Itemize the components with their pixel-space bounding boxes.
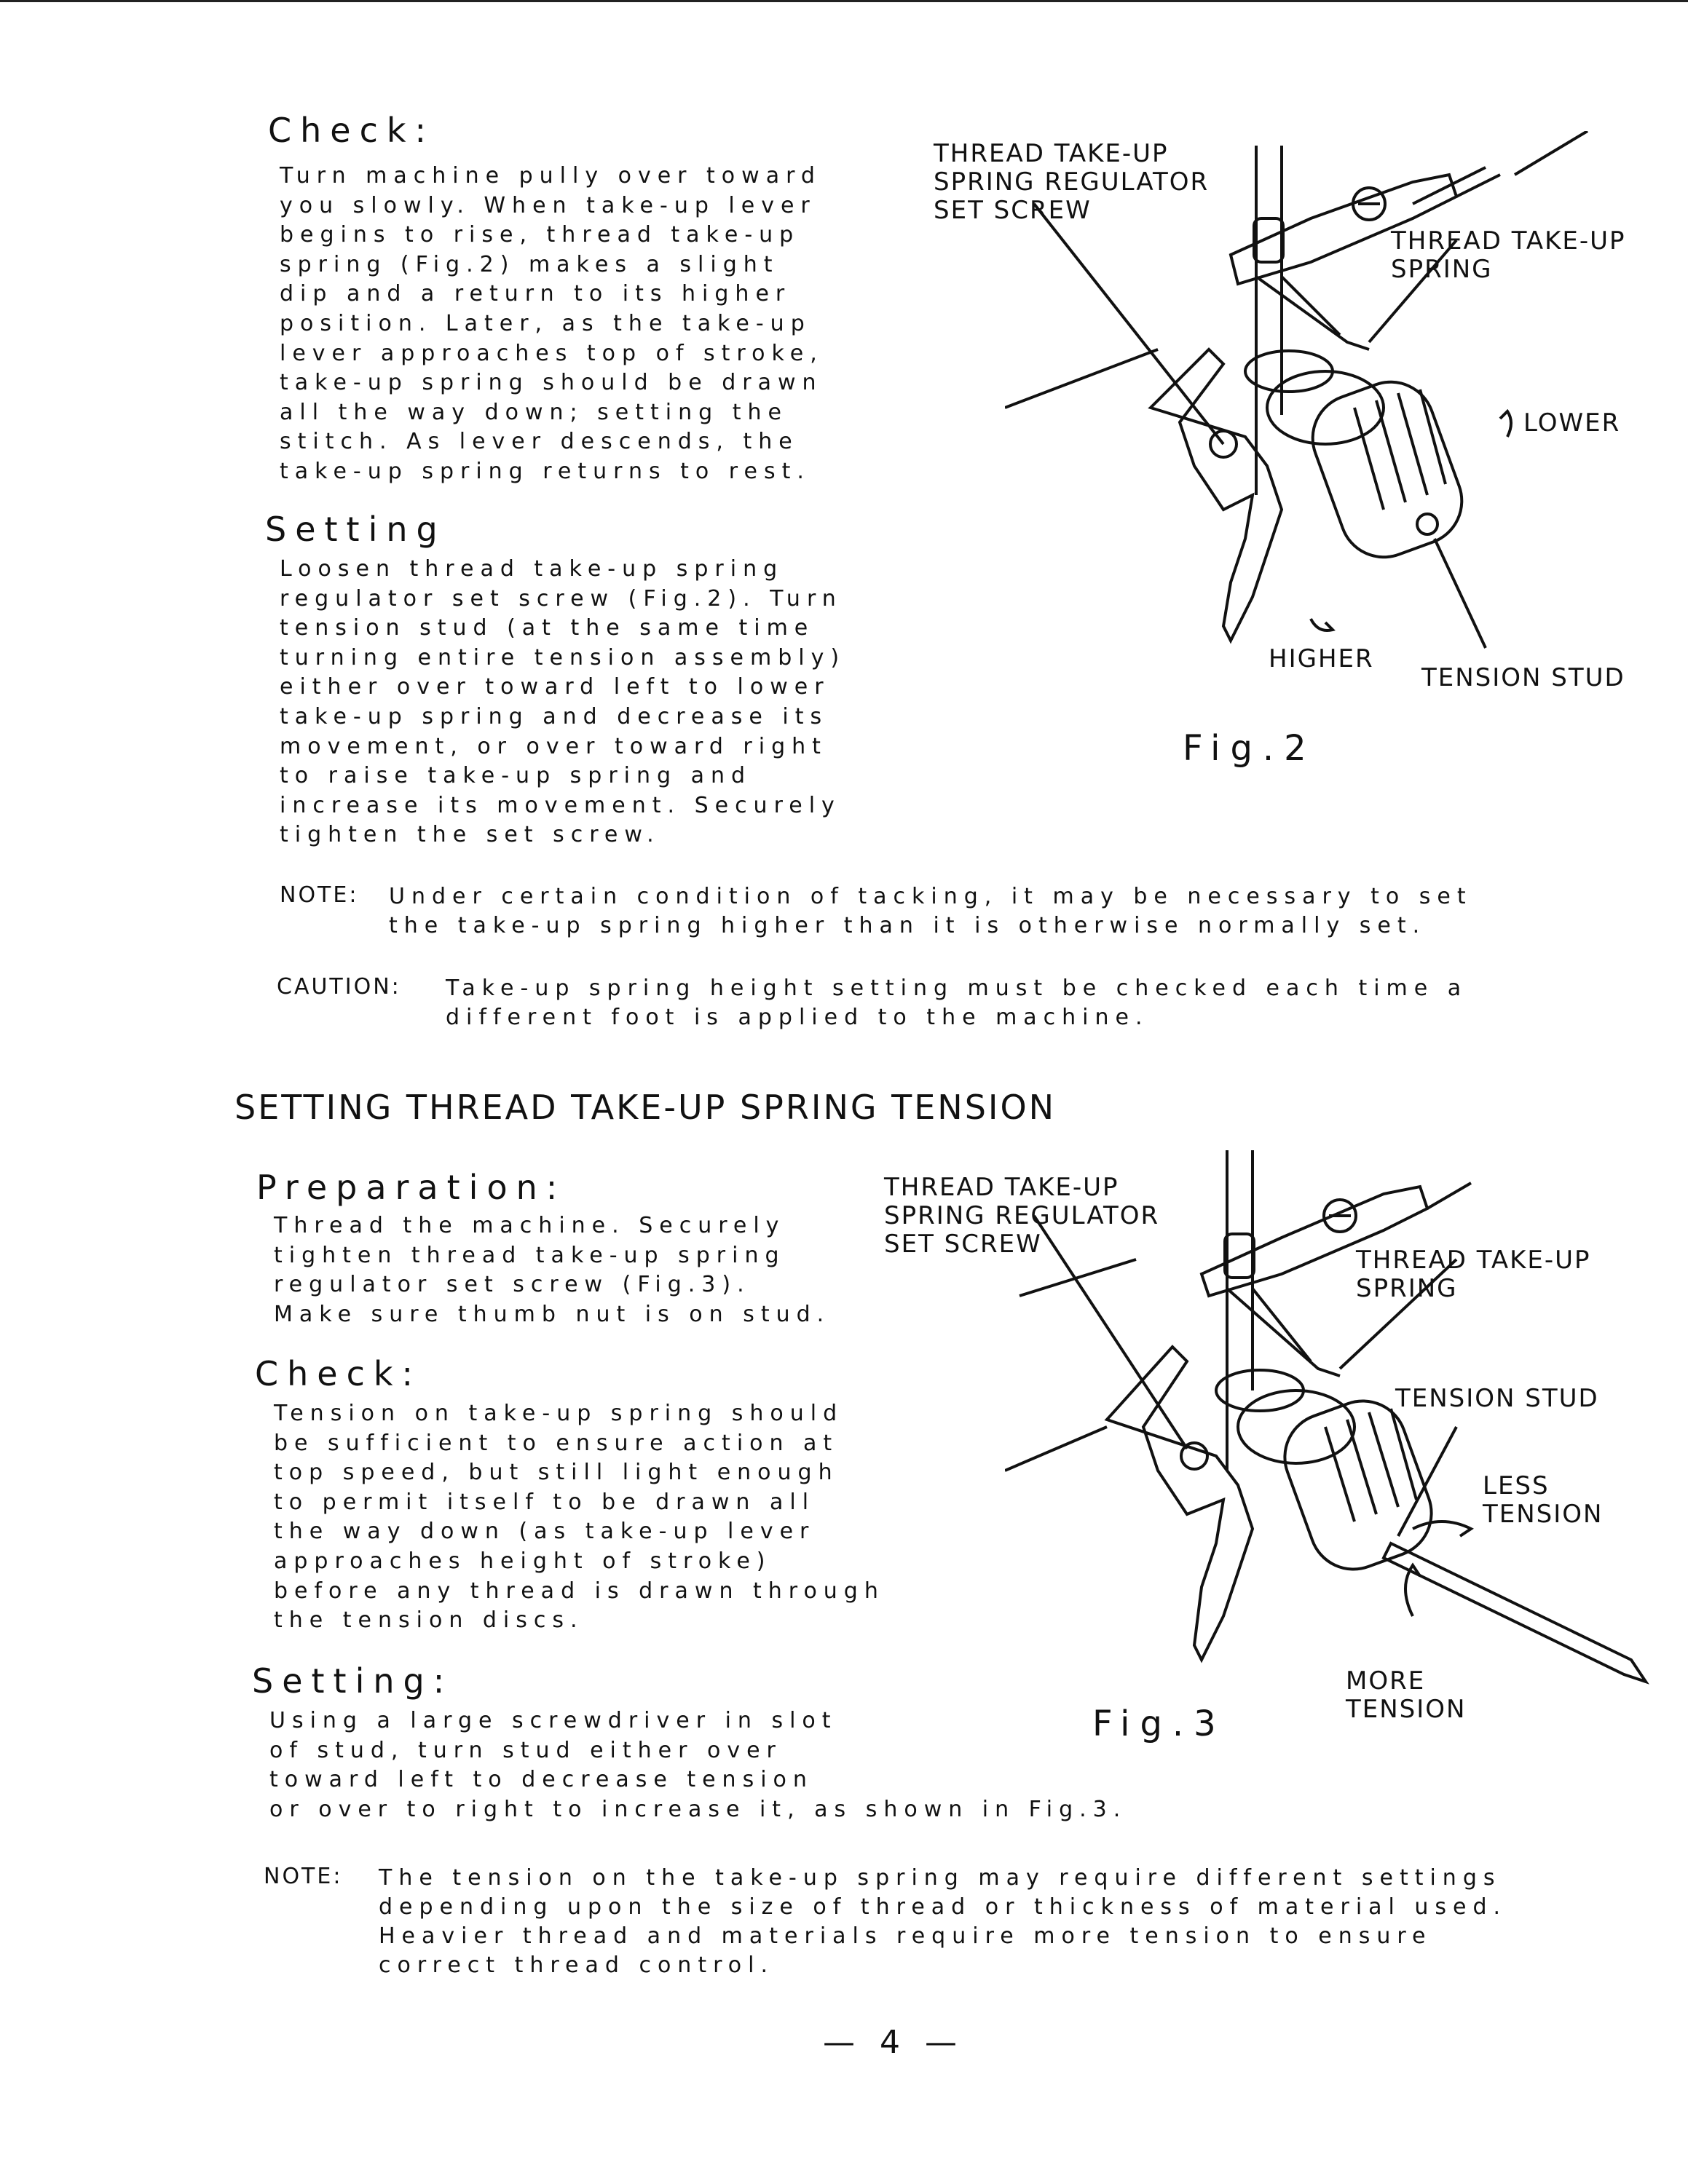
take-up-lever — [1107, 1347, 1253, 1660]
caution-label: CAUTION: — [277, 974, 401, 1000]
setting2-paragraph: Using a large screwdriver in slot of stud, turn stud either over toward left to decrease tension or over to right to increase it, as shown in Fig.3. — [269, 1708, 1127, 1822]
regulator-pointer — [1034, 204, 1223, 444]
screwdriver — [1384, 1543, 1646, 1682]
check2-heading: Check: — [255, 1354, 422, 1393]
setting2-heading: Setting: — [252, 1661, 454, 1701]
fig3-label-more-tension: MORE TENSION — [1346, 1666, 1467, 1724]
fig2-label-regulator: THREAD TAKE-UP SPRING REGULATOR SET SCREW — [934, 139, 1210, 225]
fig2-label-lower: LOWER — [1523, 408, 1621, 438]
fig3-label-spring: THREAD TAKE-UP SPRING — [1356, 1246, 1591, 1303]
section-title: SETTING THREAD TAKE-UP SPRING TENSION — [234, 1088, 1057, 1127]
top-border-rule — [0, 0, 1688, 2]
tension-knob — [1301, 370, 1474, 569]
lower-arrow — [1500, 411, 1511, 437]
check-paragraph: Turn machine pully over toward you slowly. When take-up lever begins to rise, thread take-up spring (Fig.2) makes a slight dip and a return to its higher position. Later, as the take-up lever approaches top of stroke, take-up spring should be drawn all the way down; setting the stitch. As lever descends, the take-up spring returns to rest. — [280, 163, 824, 484]
note1-label: NOTE: — [280, 882, 359, 908]
fig2-label-tension-stud: TENSION STUD — [1421, 663, 1625, 692]
fig3-caption: Fig.3 — [1092, 1704, 1226, 1744]
check2-paragraph: Tension on take-up spring should be sufficient to ensure action at top speed, but still light enough to permit itself to be drawn all the way down (as take-up lever approaches height of stroke) before any thread is drawn through the tension discs. — [274, 1401, 885, 1634]
tension-stud-end — [1417, 514, 1437, 534]
setting-paragraph: Loosen thread take-up spring regulator set screw (Fig.2). Turn tension stud (at the same time turning entire tension assembly) either over toward left to lower take-up spring and decrease its movement, or over toward right to raise take-up spring and increase its movement. Securely tighten the set screw. — [280, 556, 846, 848]
take-up-lever — [1151, 349, 1282, 641]
fig2-label-higher: HIGHER — [1269, 644, 1374, 673]
stud-pointer — [1435, 539, 1486, 648]
fig2-caption: Fig.2 — [1183, 728, 1317, 769]
setting-heading: Setting — [265, 510, 446, 549]
fig3-label-less-tension: LESS TENSION — [1483, 1471, 1604, 1529]
page-number: — 4 — — [823, 2024, 964, 2061]
spring-wire — [1227, 1289, 1340, 1376]
preparation-heading: Preparation: — [256, 1168, 567, 1207]
note1-text: Under certain condition of tacking, it may be necessary to set the take-up spring higher than it is otherwise normally set. — [389, 884, 1472, 938]
less-tension-arrow — [1413, 1522, 1471, 1536]
spring-wire — [1256, 277, 1369, 349]
preparation-paragraph: Thread the machine. Securely tighten thread take-up spring regulator set screw (Fig.3). Make sure thumb nut is on stud. — [274, 1213, 831, 1327]
fig3-label-tension-stud: TENSION STUD — [1395, 1384, 1599, 1413]
regulator-slot — [1254, 218, 1283, 262]
caution-text: Take-up spring height setting must be checked each time a different foot is applied to the machine. — [446, 976, 1468, 1030]
fig2-label-spring: THREAD TAKE-UP SPRING — [1391, 226, 1626, 284]
check-heading: Check: — [268, 111, 435, 150]
higher-arrow — [1311, 619, 1333, 630]
note2-text: The tension on the take-up spring may require different settings depending upon the size of thread or thickness of material used. Heavier thread and materials require more tension to ensure correct thread control. — [379, 1865, 1507, 1978]
tension-knob — [1273, 1389, 1444, 1582]
stud-pointer — [1398, 1427, 1456, 1536]
note2-label: NOTE: — [264, 1864, 343, 1889]
fig3-label-regulator: THREAD TAKE-UP SPRING REGULATOR SET SCREW — [884, 1173, 1160, 1259]
